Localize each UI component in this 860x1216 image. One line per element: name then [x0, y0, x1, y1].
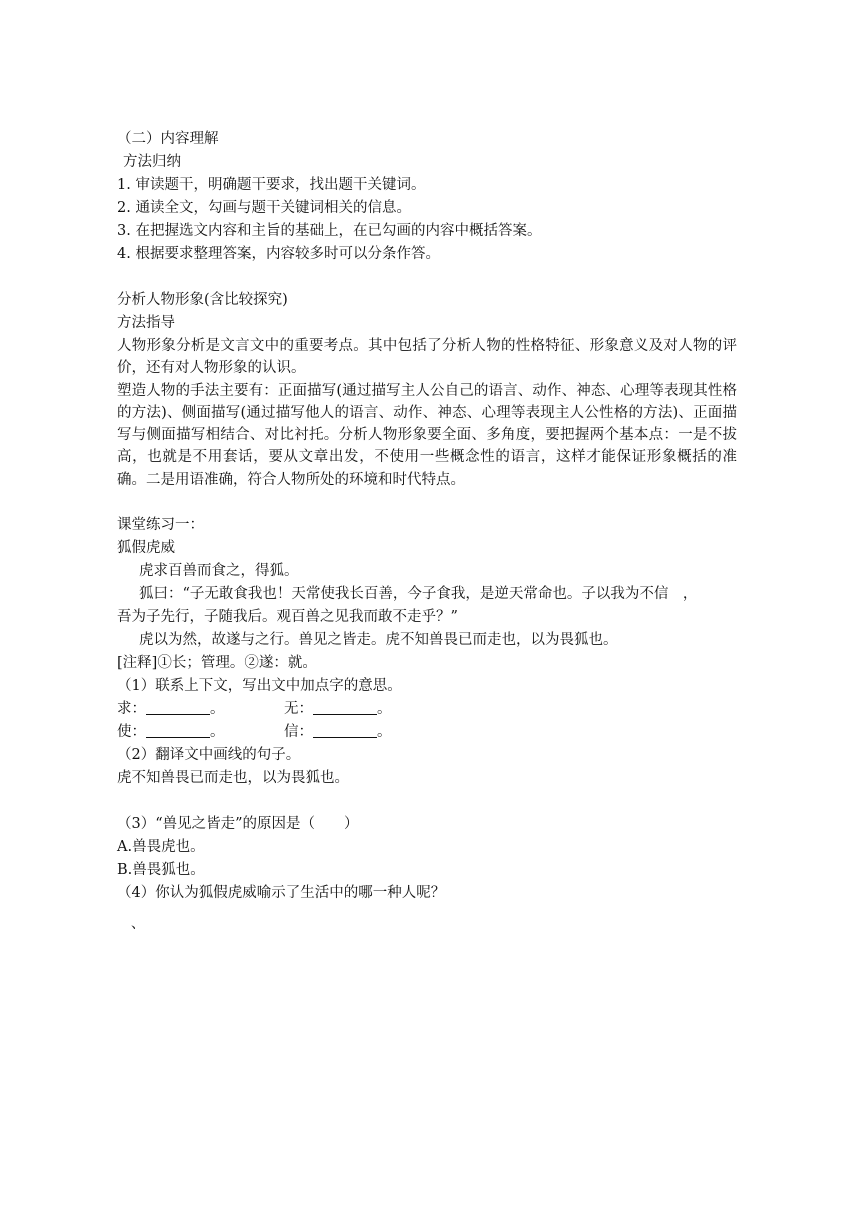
q1-item-label: 信： — [284, 724, 313, 741]
trailing-mark: 、 — [131, 916, 145, 932]
underlined-sentence: 虎不知兽畏已而走也，以为畏狐也 — [385, 632, 603, 649]
story-line-4-end: 。 — [603, 632, 618, 649]
question-3-option-b: B.兽畏狐也。 — [117, 862, 205, 879]
question-2-sentence: 虎不知兽畏已而走也，以为畏狐也。 — [117, 770, 349, 787]
method-step-4: 4. 根据要求整理答案，内容较多时可以分条作答。 — [117, 246, 440, 262]
answer-blank[interactable] — [146, 700, 210, 715]
document-body — [117, 128, 737, 905]
question-3-option-a: A.兽畏虎也。 — [117, 839, 205, 856]
q1-item-xin — [284, 721, 392, 744]
method-step-1: 1. 审读题干，明确题干要求，找出题干关键词。 — [117, 177, 426, 193]
character-analysis-title: 分析人物形象(含比较探究) — [117, 292, 288, 308]
method-step-2: 2. 通读全文，勾画与题干关键词相关的信息。 — [117, 200, 411, 216]
question-4: （4）你认为狐假虎威喻示了生活中的哪一种人呢？ — [117, 885, 446, 902]
q1-item-shi — [117, 721, 284, 744]
character-analysis-para-1: 人物形象分析是文言文中的重要考点。其中包括了分析人物的性格特征、形象意义及对人物的评价，还有对人物形象的认识。 — [117, 338, 737, 377]
character-analysis-subtitle: 方法指导 — [117, 315, 175, 331]
q1-item-label: 无： — [284, 701, 313, 718]
character-analysis-para-2: 塑造人物的手法主要有：正面描写(通过描写主人公自己的语言、动作、神态、心理等表现其性格的方法)、侧面描写(通过描写他人的语言、动作、神态、心理等表现主人公性格的方法)、正面描写与侧面描写相结合、对比衬托。分析人物形象要全面、多角度，要把握两个基本点：一是不拔高，也就是不用套话，要从文章出发，不使用一些概念性的语言，这样才能保证形象概括的准确。二是用语准确，符合人物所处的环境和时代特点。 — [117, 382, 737, 488]
spacer — [117, 790, 737, 813]
q1-item-wu — [284, 698, 392, 721]
q1-item-end: 。 — [377, 724, 392, 741]
q1-row-2 — [117, 721, 737, 744]
method-step-3: 3. 在把握选文内容和主旨的基础上，在已勾画的内容中概括答案。 — [117, 223, 542, 239]
story-line-4 — [117, 629, 737, 652]
q1-item-label: 求： — [117, 701, 146, 718]
story-line-2: 狐曰：“子无敢食我也！天常使我长百善，今子食我，是逆天常命也。子以我为不信 ， — [139, 586, 698, 603]
spacer — [117, 491, 737, 514]
annotation-note: [注释]①长；管理。②遂：就。 — [117, 655, 317, 672]
question-1: （1）联系上下文，写出文中加点字的意思。 — [117, 678, 402, 695]
q1-item-label: 使： — [117, 724, 146, 741]
story-line-1: 虎求百兽而食之，得狐。 — [139, 563, 299, 580]
story-title: 狐假虎威 — [117, 540, 175, 557]
q1-item-qiu — [117, 698, 284, 721]
answer-blank[interactable] — [313, 700, 377, 715]
spacer — [117, 266, 737, 289]
exercise-title: 课堂练习一： — [117, 517, 204, 534]
answer-blank[interactable] — [146, 723, 210, 738]
question-2: （2）翻译文中画线的句子。 — [117, 747, 301, 764]
answer-blank[interactable] — [313, 723, 377, 738]
story-line-4-lead: 虎以为然，故遂与之行。兽见之皆走。 — [139, 632, 386, 649]
q1-item-end: 。 — [377, 701, 392, 718]
q1-row-1 — [117, 698, 737, 721]
q1-item-end: 。 — [210, 724, 225, 741]
q1-item-end: 。 — [210, 701, 225, 718]
section-heading: （二）内容理解 — [117, 131, 219, 147]
method-summary-title: 方法归纳 — [123, 154, 181, 170]
story-line-3: 吾为子先行，子随我后。观百兽之见我而敢不走乎？” — [117, 609, 458, 626]
question-3: （3）“兽见之皆走”的原因是（ ） — [117, 816, 359, 833]
